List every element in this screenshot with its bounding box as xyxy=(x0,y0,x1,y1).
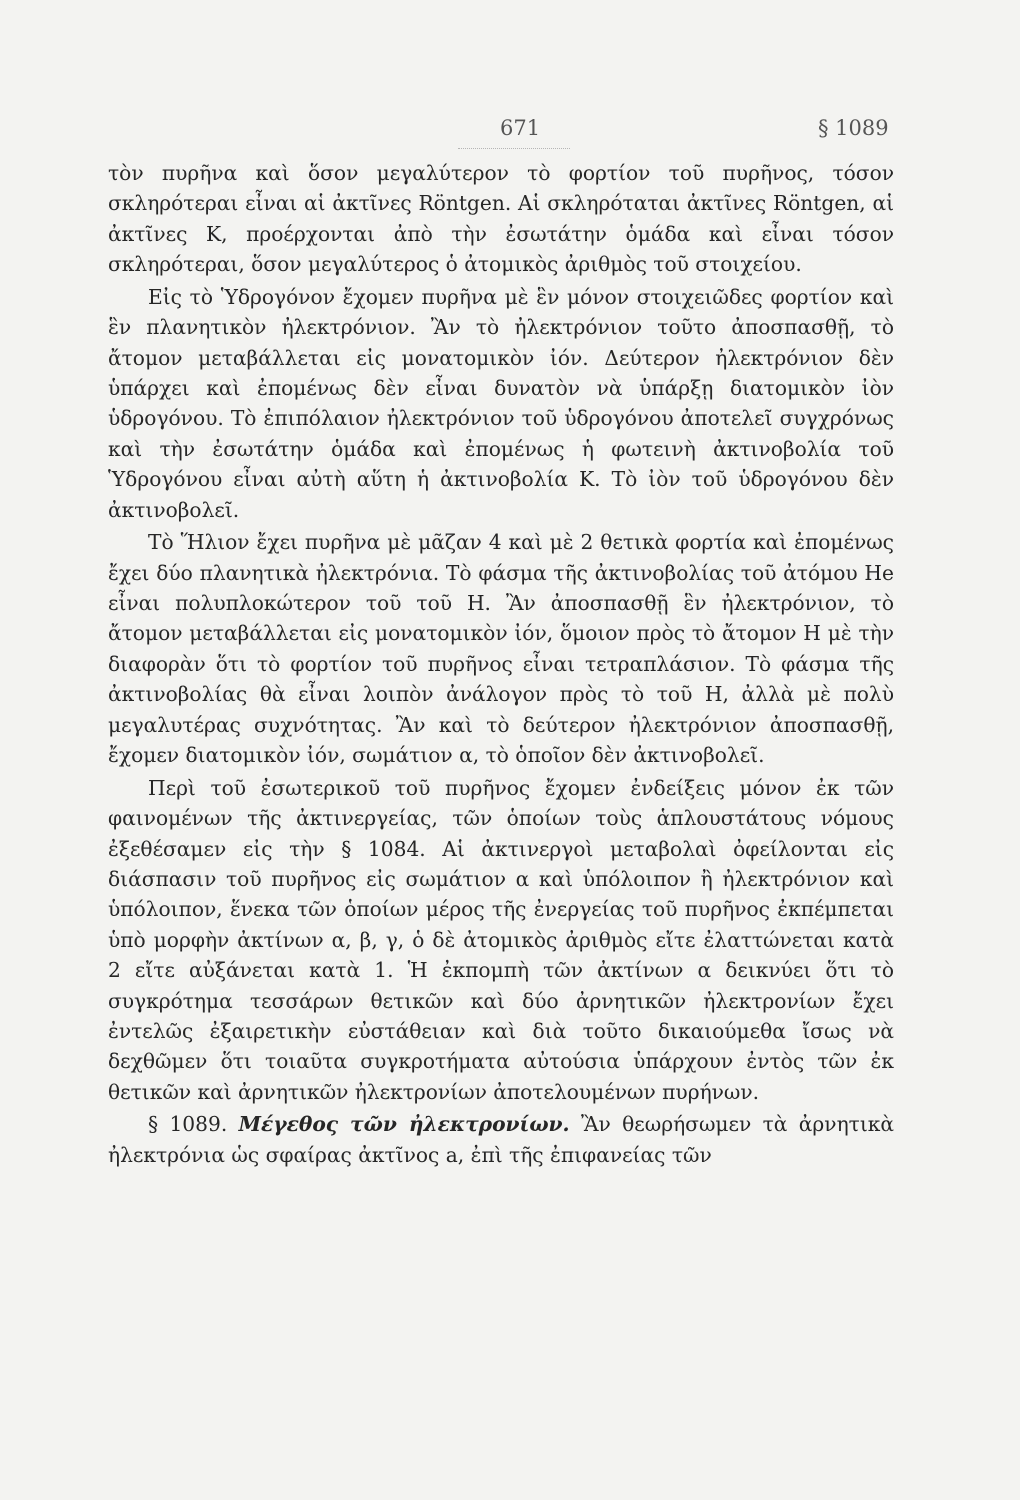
section-title: Μέγεθος τῶν ἠλεκτρονίων. xyxy=(238,1112,570,1137)
section-text: Ἂν θεωρήσωμεν τὰ ἀρνητικὰ ἠλεκτρόνια ὡς σφαίρας ἀκτῖνος a, ἐπὶ τῆς ἐπιφανείας τῶν xyxy=(108,1112,895,1167)
header-rule xyxy=(458,148,570,149)
section-mark: § 1089. xyxy=(148,1112,228,1137)
paragraph-continued: τὸν πυρῆνα καὶ ὅσον μεγαλύτερον τὸ φορτίον τοῦ πυρῆνος, τόσον σκληρότεραι εἶναι αἱ ἀκτῖνες Röntgen. Αἱ σκληρόταται ἀκτῖνες Röntgen, αἱ ἀκτῖνες K, προέρχονται ἀπὸ τὴν ἐσωτάτην ὁμάδα καὶ εἶναι τόσον σκληρότεραι, ὅσον μεγαλύτερος ὁ ἀτομικὸς ἀριθμὸς τοῦ στοιχείου. xyxy=(108,161,894,277)
page-header xyxy=(0,112,1020,152)
paragraph-hydrogen: Εἰς τὸ Ὑδρογόνον ἔχομεν πυρῆνα μὲ ἓν μόνον στοιχειῶδες φορτίον καὶ ἓν πλανητικὸν ἠλεκτρόνιον. Ἂν τὸ ἠλεκτρόνιον τοῦτο ἀποσπασθῇ, τὸ ἄτομον μεταβάλλεται εἰς μονατομικὸν ἰόν. Δεύτερον ἠλεκτρόνιον δὲν ὑπάρχει καὶ ἐπομένως δὲν εἶναι δυνατὸν νὰ ὑπάρξῃ διατομικὸν ἰὸν ὑδρογόνου. Τὸ ἐπιπόλαιον ἠλεκτρόνιον τοῦ ὑδρογόνου ἀποτελεῖ συγχρόνως καὶ τὴν ἐσωτάτην ὁμάδα καὶ ἐπομένως ἡ φωτεινὴ ἀκτινοβολία τοῦ Ὑδρογόνου εἶναι αὐτὴ αὕτη ἡ ἀκτινοβολία K. Τὸ ἰὸν τοῦ ὑδρογόνου δὲν ἀκτινοβολεῖ. xyxy=(108,284,894,522)
paragraph-helium: Τὸ Ἥλιον ἔχει πυρῆνα μὲ μᾶζαν 4 καὶ μὲ 2 θετικὰ φορτία καὶ ἐπομένως ἔχει δύο πλανητικὰ ἠλεκτρόνια. Τὸ φάσμα τῆς ἀκτινοβολίας τοῦ ἀτόμου He εἶναι πολυπλοκώτερον τοῦ τοῦ H. Ἂν ἀποσπασθῇ ἓν ἠλεκτρόνιον, τὸ ἄτομον μεταβάλλεται εἰς μονατομικὸν ἰόν, ὅμοιον πρὸς τὸ ἄτομον H μὲ τὴν διαφορὰν ὅτι τὸ φορτίον τοῦ πυρῆνος εἶναι τετραπλάσιον. Τὸ φάσμα τῆς ἀκτινοβολίας θὰ εἶναι λοιπὸν ἀνάλογον πρὸς τὸ τοῦ H, ἀλλὰ μὲ πολὺ μεγαλυτέρας συχνότητας. Ἂν καὶ τὸ δεύτερον ἠλεκτρόνιον ἀποσπασθῇ, ἔχομεν διατομικὸν ἰόν, σωμάτιον α, τὸ ὁποῖον δὲν ἀκτινοβολεῖ. xyxy=(108,530,894,768)
paragraph-nucleus: Περὶ τοῦ ἐσωτερικοῦ τοῦ πυρῆνος ἔχομεν ἐνδείξεις μόνον ἐκ τῶν φαινομένων τῆς ἀκτινεργείας, τῶν ὁποίων τοὺς ἁπλουστάτους νόμους ἐξεθέσαμεν εἰς τὴν § 1084. Αἱ ἀκτινεργοὶ μεταβολαὶ ὀφείλονται εἰς διάσπασιν τοῦ πυρῆνος εἰς σωμάτιον α καὶ ὑπόλοιπον ἢ ἠλεκτρόνιον καὶ ὑπόλοιπον, ἕνεκα τῶν ὁποίων μέρος τῆς ἐνεργείας τοῦ πυρῆνος ἐκπέμπεται ὑπὸ μορφὴν ἀκτίνων α, β, γ, ὁ δὲ ἀτομικὸς ἀριθμὸς εἴτε ἐλαττώνεται κατὰ 2 εἴτε αὐξάνεται κατὰ 1. Ἡ ἐκπομπὴ τῶν ἀκτίνων α δεικνύει ὅτι τὸ συγκρότημα τεσσάρων θετικῶν καὶ δύο ἀρνητικῶν ἠλεκτρονίων ἔχει ἐντελῶς ἐξαιρετικὴν εὐστάθειαν καὶ διὰ τοῦτο δικαιούμεθα ἴσως νὰ δεχθῶμεν ὅτι τοιαῦτα συγκροτήματα αὐτούσια ὑπάρχουν ἐντὸς τῶν ἐκ θετικῶν καὶ ἀρνητικῶν ἠλεκτρονίων ἀποτελουμένων πυρήνων. xyxy=(108,775,894,1104)
running-section-ref: § 1089 xyxy=(818,116,889,140)
section-1089-paragraph xyxy=(108,1109,894,1170)
body-text xyxy=(108,158,894,1172)
page-number: 671 xyxy=(500,116,541,140)
